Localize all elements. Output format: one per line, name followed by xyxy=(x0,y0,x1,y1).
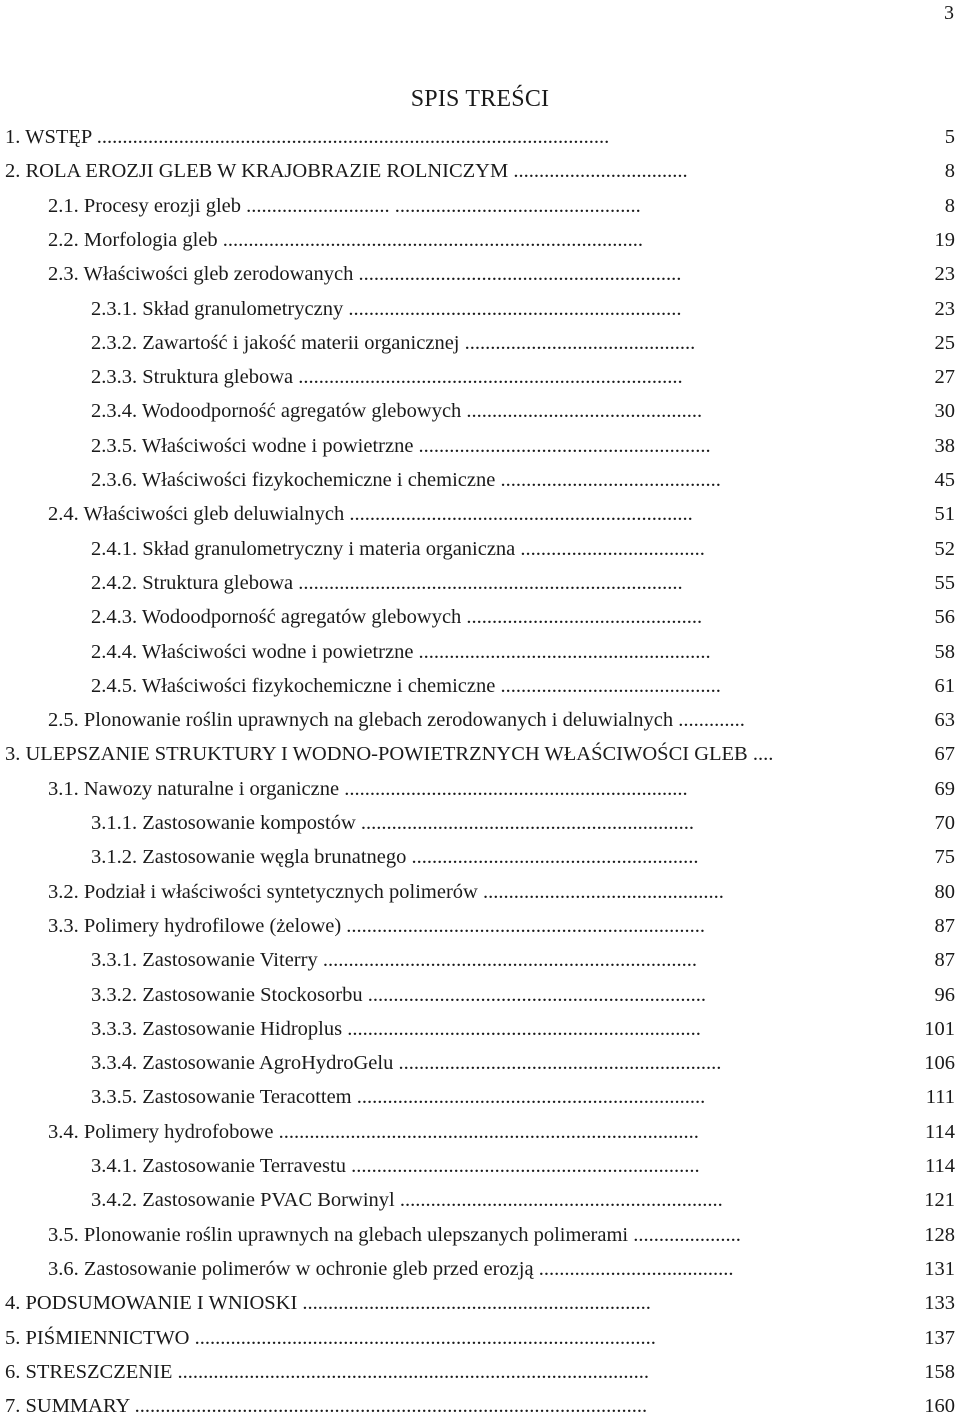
toc-entry xyxy=(91,669,955,703)
toc-entry-label: 2.3.2. Zawartość i jakość materii organicznej ............................................. xyxy=(91,331,696,354)
toc-entry-page: 67 xyxy=(934,743,955,766)
toc-entry xyxy=(91,360,955,394)
toc-entry-label: 3.1.2. Zastosowanie węgla brunatnego ........................................................ xyxy=(91,846,699,869)
toc-entry-label: 3.3.2. Zastosowanie Stockosorbu .................................................................. xyxy=(91,983,706,1006)
toc-entry-page: 96 xyxy=(934,983,955,1006)
toc-entry xyxy=(91,429,955,463)
toc-entry-label: 2.2. Morfologia gleb .................................................................................. xyxy=(48,228,644,251)
toc-entry-page: 5 xyxy=(944,126,955,148)
toc-entry-page: 137 xyxy=(924,1326,955,1349)
toc-entry xyxy=(91,1149,955,1183)
toc-entry xyxy=(5,120,955,154)
toc-entry-label: 3.3.4. Zastosowanie AgroHydroGelu ............................................................... xyxy=(91,1052,722,1075)
toc-entry xyxy=(48,875,955,909)
toc-entry-page: 45 xyxy=(934,469,955,491)
toc-entry-page: 51 xyxy=(934,503,955,526)
toc-entry-page: 19 xyxy=(934,228,955,251)
toc-entry-label: 3.1.1. Zastosowanie kompostów ................................................................. xyxy=(91,812,695,834)
toc-entry-label: 2.3. Właściwości gleb zerodowanych ............................................................... xyxy=(48,263,682,286)
toc-entry xyxy=(91,943,955,977)
toc-entry xyxy=(91,326,955,360)
toc-entry-page: 121 xyxy=(924,1189,955,1212)
toc-entry-page: 38 xyxy=(934,434,955,457)
toc-entry-page: 25 xyxy=(934,331,955,354)
toc-entry xyxy=(91,532,955,566)
toc-entry-page: 87 xyxy=(934,914,955,937)
toc-entry-label: 2.3.4. Wodoodporność agregatów glebowych .............................................. xyxy=(91,400,703,423)
toc-entry xyxy=(91,635,955,669)
toc-entry-page: 106 xyxy=(924,1052,955,1075)
toc-entry-page: 58 xyxy=(934,640,955,663)
toc-entry-page: 128 xyxy=(924,1223,955,1246)
toc-entry-label: 3.4.2. Zastosowanie PVAC Borwinyl ............................................................... xyxy=(91,1189,723,1212)
toc-entry-page: 131 xyxy=(924,1257,955,1280)
toc-entry-page: 55 xyxy=(934,571,955,594)
toc-entry-page: 114 xyxy=(925,1120,955,1143)
toc-entry xyxy=(5,1355,955,1389)
toc-entry-page: 23 xyxy=(934,297,955,320)
toc-entry-label: 7. SUMMARY .................................................................................................... xyxy=(5,1395,648,1418)
toc-entry-label: 3.2. Podział i właściwości syntetycznych polimerów ............................................... xyxy=(48,880,724,903)
toc-entry xyxy=(91,1046,955,1080)
toc-entry-page: 70 xyxy=(934,812,955,834)
page-title: SPIS TREŚCI xyxy=(410,86,550,112)
toc-entry-label: 3.3. Polimery hydrofilowe (żelowe) ...................................................................... xyxy=(48,914,706,937)
toc-entry-page: 8 xyxy=(944,160,955,183)
toc-entry-label: 3.6. Zastosowanie polimerów w ochronie gleb przed erozją ...................................... xyxy=(48,1257,734,1280)
toc-entry xyxy=(48,1218,955,1252)
toc-entry xyxy=(91,840,955,874)
toc-entry-page: 111 xyxy=(925,1086,955,1109)
toc-entry-label: 2.1. Procesy erozji gleb ............................ ................................................ xyxy=(48,194,641,217)
toc-entry xyxy=(91,566,955,600)
toc-entry-label: 2.3.5. Właściwości wodne i powietrzne ......................................................... xyxy=(91,434,711,457)
toc-entry xyxy=(91,978,955,1012)
toc-entry xyxy=(48,772,955,806)
toc-entry-page: 75 xyxy=(934,846,955,869)
toc-entry-label: 3.4.1. Zastosowanie Terravestu .................................................................... xyxy=(91,1155,700,1177)
toc-entry xyxy=(91,1012,955,1046)
toc-entry-label: 6. STRESZCZENIE ............................................................................................ xyxy=(5,1360,650,1383)
toc-entry xyxy=(5,737,955,771)
toc-entry-page: 23 xyxy=(934,263,955,286)
toc-entry-label: 2.4. Właściwości gleb deluwialnych ................................................................... xyxy=(48,503,693,526)
toc-entry-page: 101 xyxy=(924,1017,955,1040)
toc-entry-page: 133 xyxy=(924,1292,955,1315)
toc-entry xyxy=(5,1389,955,1423)
toc-entry-label: 2.4.5. Właściwości fizykochemiczne i chemiczne ........................................... xyxy=(91,674,721,697)
toc-entry-label: 2.4.4. Właściwości wodne i powietrzne ......................................................... xyxy=(91,640,711,663)
toc-entry-label: 2. ROLA EROZJI GLEB W KRAJOBRAZIE ROLNICZYM .................................. xyxy=(5,160,688,183)
toc-entry-page: 69 xyxy=(934,777,955,800)
toc-entry xyxy=(48,497,955,531)
toc-entry-page: 160 xyxy=(924,1395,955,1418)
toc-entry xyxy=(5,154,955,188)
toc-entry xyxy=(91,1080,955,1114)
toc-entry xyxy=(5,1286,955,1320)
toc-entry-label: 2.5. Plonowanie roślin uprawnych na glebach zerodowanych i deluwialnych ............. xyxy=(48,709,745,732)
toc-entry xyxy=(91,600,955,634)
toc-entry-label: 2.4.1. Skład granulometryczny i materia organiczna .................................... xyxy=(91,537,705,560)
toc-entry-label: 2.4.3. Wodoodporność agregatów glebowych .............................................. xyxy=(91,606,703,629)
toc-entry xyxy=(48,257,955,291)
toc-entry-page: 61 xyxy=(934,674,955,697)
toc-entry-label: 1. WSTĘP .................................................................................................... xyxy=(5,126,610,148)
toc-entry-label: 2.3.1. Skład granulometryczny ................................................................. xyxy=(91,297,682,320)
toc-entry-label: 3.3.5. Zastosowanie Teracottem .................................................................... xyxy=(91,1086,706,1109)
page-number: 3 xyxy=(944,2,954,24)
toc-entry xyxy=(48,189,955,223)
toc-entry xyxy=(91,806,955,840)
toc-entry-label: 3.3.1. Zastosowanie Viterry ......................................................................... xyxy=(91,949,697,972)
toc-entry-label: 3.5. Plonowanie roślin uprawnych na glebach ulepszanych polimerami ..................... xyxy=(48,1223,741,1246)
toc-entry xyxy=(91,394,955,428)
toc-entry-label: 5. PIŚMIENNICTWO .......................................................................................... xyxy=(5,1326,656,1349)
toc-entry xyxy=(91,292,955,326)
toc-entry-page: 158 xyxy=(924,1360,955,1383)
toc-entry-page: 8 xyxy=(944,194,955,217)
toc-entry-label: 3.3.3. Zastosowanie Hidroplus ..................................................................... xyxy=(91,1017,701,1040)
toc-entry xyxy=(91,463,955,497)
toc-entry xyxy=(48,909,955,943)
toc-entry xyxy=(48,703,955,737)
toc-entry xyxy=(48,1252,955,1286)
toc-entry-page: 114 xyxy=(925,1155,955,1177)
toc-entry-label: 2.4.2. Struktura glebowa ........................................................................... xyxy=(91,571,683,594)
toc-entry-page: 52 xyxy=(934,537,955,560)
toc-entry-label: 3.4. Polimery hydrofobowe .................................................................................. xyxy=(48,1120,699,1143)
toc-entry-page: 63 xyxy=(934,709,955,732)
toc-entry-page: 27 xyxy=(934,366,955,389)
toc-entry-label: 2.3.3. Struktura glebowa ........................................................................... xyxy=(91,366,683,389)
toc-entry xyxy=(5,1321,955,1355)
toc-entry-page: 80 xyxy=(934,880,955,903)
toc-entry xyxy=(48,223,955,257)
toc-entry-page: 30 xyxy=(934,400,955,423)
toc-entry-label: 4. PODSUMOWANIE I WNIOSKI .................................................................... xyxy=(5,1292,651,1315)
toc-entry xyxy=(91,1183,955,1217)
toc-entry-label: 3. ULEPSZANIE STRUKTURY I WODNO-POWIETRZNYCH WŁAŚCIWOŚCI GLEB .... xyxy=(5,743,774,766)
toc-entry-label: 2.3.6. Właściwości fizykochemiczne i chemiczne ........................................... xyxy=(91,469,721,491)
toc-entry-page: 87 xyxy=(934,949,955,972)
toc-entry-label: 3.1. Nawozy naturalne i organiczne ................................................................... xyxy=(48,777,688,800)
toc-entry-page: 56 xyxy=(934,606,955,629)
toc-entry xyxy=(48,1115,955,1149)
